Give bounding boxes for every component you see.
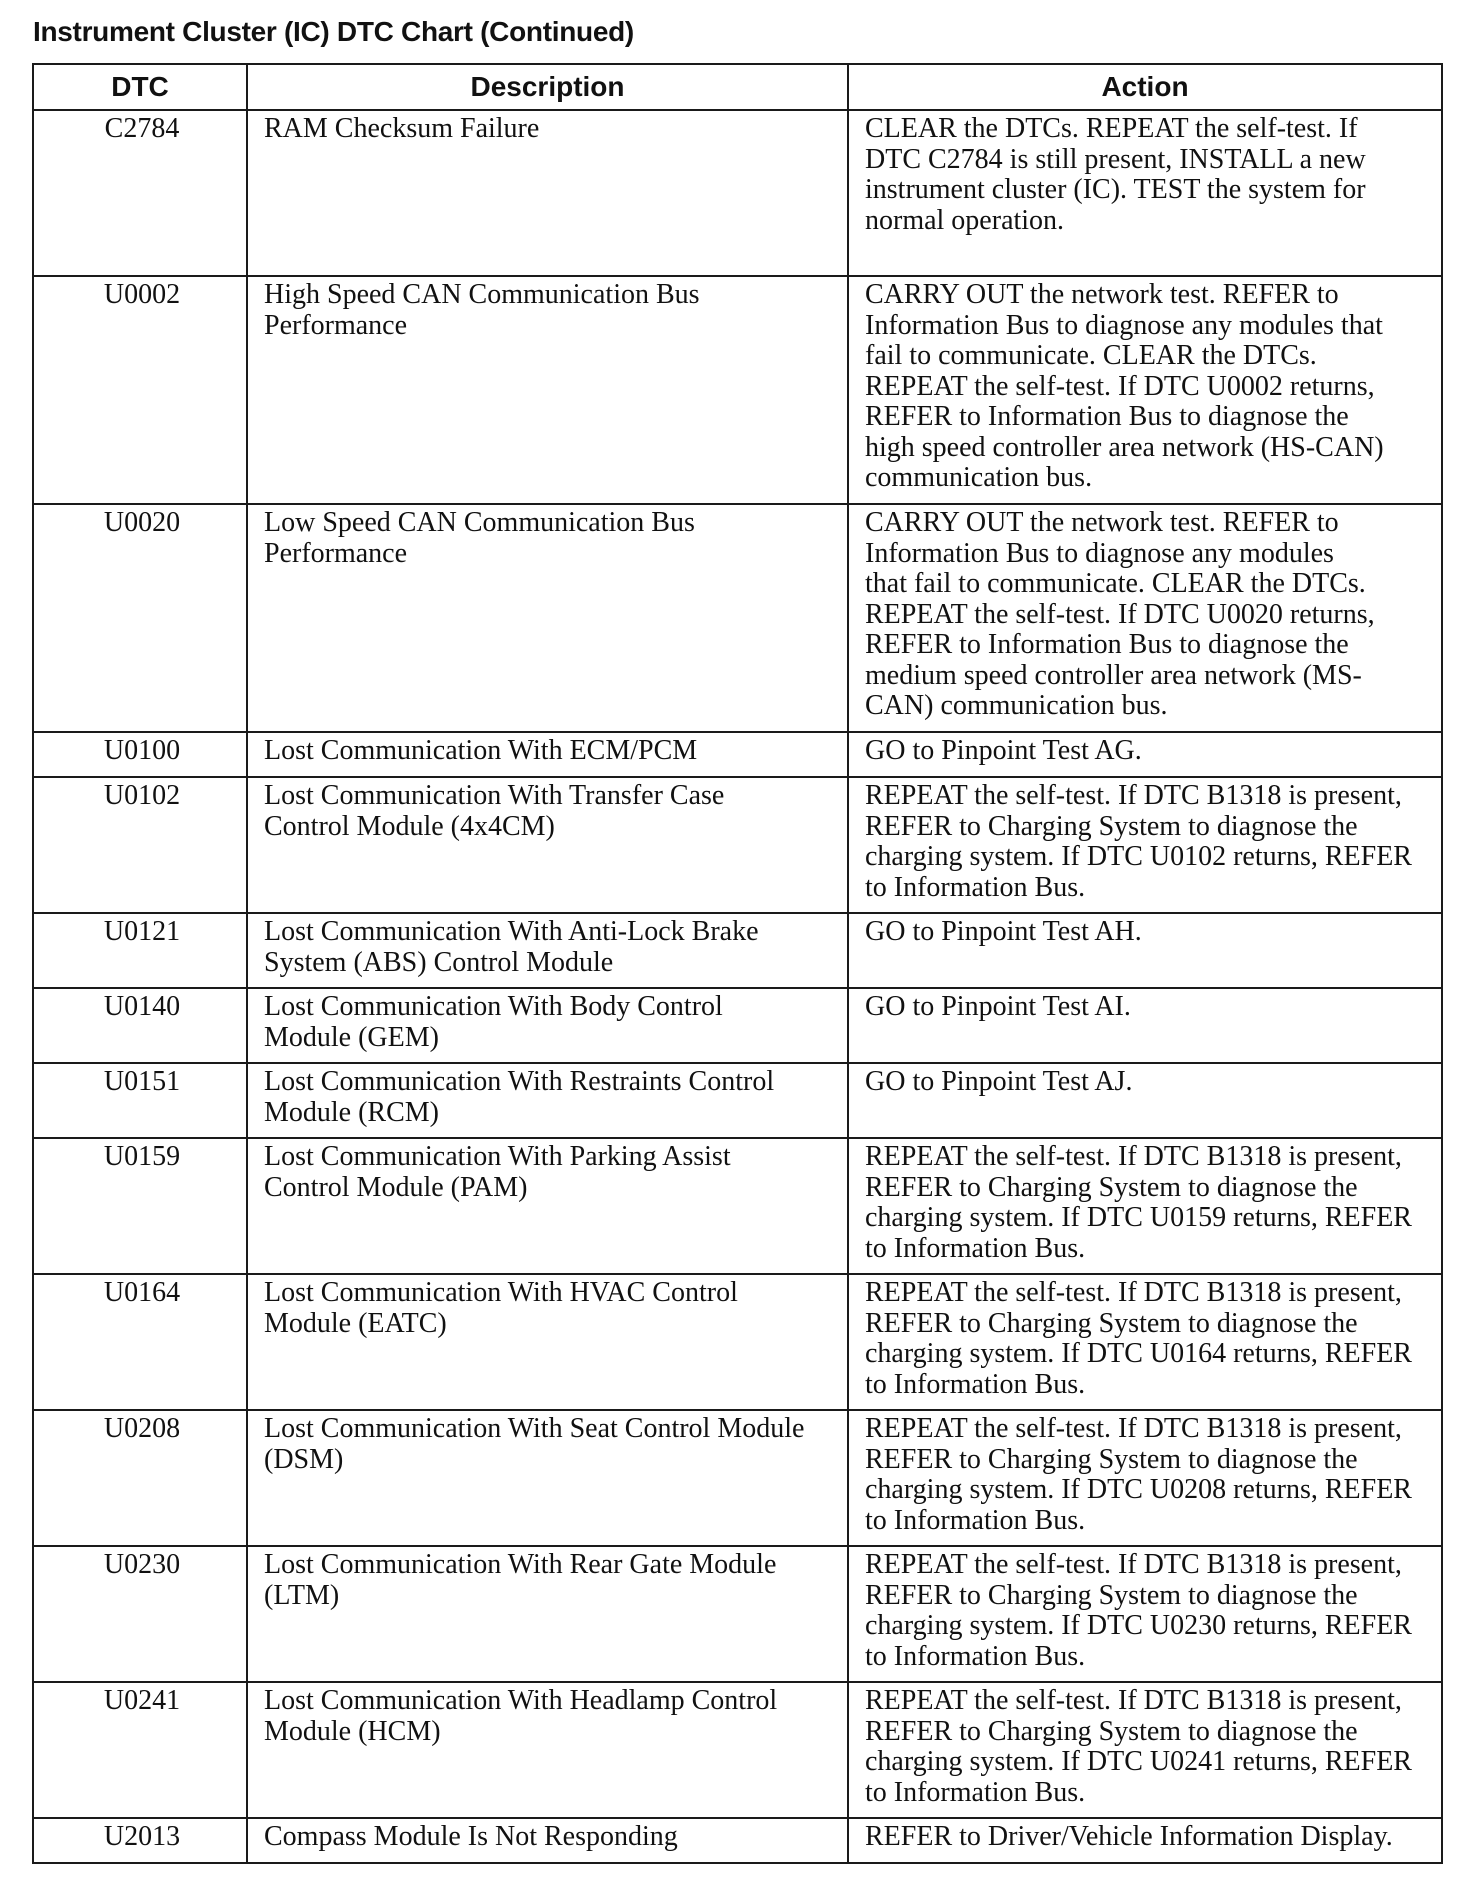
table-row <box>33 1274 1442 1410</box>
dtc-description <box>247 988 848 1063</box>
action-line: GO to Pinpoint Test AH. <box>865 916 1142 947</box>
action-line: charging system. If DTC U0208 returns, REFER <box>865 1474 1412 1505</box>
dtc-code: C2784 <box>33 110 247 276</box>
action-line: CAN) communication bus. <box>865 690 1168 721</box>
table-row <box>33 913 1442 988</box>
dtc-action <box>848 1682 1442 1818</box>
dtc-code: U2013 <box>33 1818 247 1863</box>
table-body <box>33 110 1442 1863</box>
description-line: Lost Communication With Rear Gate Module <box>264 1549 777 1580</box>
description-line: Lost Communication With Seat Control Module <box>264 1413 805 1444</box>
action-line: fail to communicate. CLEAR the DTCs. <box>865 340 1317 371</box>
action-line: REPEAT the self-test. If DTC B1318 is present, <box>865 1141 1402 1172</box>
description-line: Lost Communication With ECM/PCM <box>264 735 698 766</box>
dtc-table <box>32 63 1443 1864</box>
description-line: (DSM) <box>264 1443 344 1475</box>
dtc-code: U0140 <box>33 988 247 1063</box>
dtc-code: U0002 <box>33 276 247 504</box>
dtc-action <box>848 988 1442 1063</box>
table-row <box>33 777 1442 913</box>
action-line: REFER to Charging System to diagnose the <box>865 1443 1358 1475</box>
action-line: charging system. If DTC U0230 returns, REFER <box>865 1610 1412 1641</box>
dtc-code: U0241 <box>33 1682 247 1818</box>
dtc-description <box>247 110 848 276</box>
description-line: Module (EATC) <box>264 1307 447 1339</box>
dtc-description <box>247 1063 848 1138</box>
action-line: REPEAT the self-test. If DTC B1318 is present, <box>865 1549 1402 1580</box>
dtc-code: U0208 <box>33 1410 247 1546</box>
table-row <box>33 504 1442 732</box>
column-header-dtc: DTC <box>33 64 247 110</box>
description-line: RAM Checksum Failure <box>264 113 540 144</box>
action-line: REPEAT the self-test. If DTC B1318 is present, <box>865 1277 1402 1308</box>
dtc-action <box>848 1410 1442 1546</box>
action-line: CARRY OUT the network test. REFER to <box>865 507 1339 538</box>
action-line: to Information Bus. <box>865 1368 1086 1400</box>
description-line: Compass Module Is Not Responding <box>264 1821 678 1852</box>
action-line: REFER to Information Bus to diagnose the <box>865 629 1349 660</box>
action-line: GO to Pinpoint Test AJ. <box>865 1066 1133 1097</box>
table-row <box>33 276 1442 504</box>
action-line: charging system. If DTC U0241 returns, REFER <box>865 1746 1412 1777</box>
description-line: Lost Communication With Headlamp Control <box>264 1685 778 1716</box>
action-line: medium speed controller area network (MS- <box>865 659 1362 691</box>
action-line: charging system. If DTC U0159 returns, REFER <box>865 1202 1412 1233</box>
dtc-description <box>247 504 848 732</box>
action-line: to Information Bus. <box>865 1232 1086 1264</box>
dtc-description <box>247 1818 848 1863</box>
action-line: REPEAT the self-test. If DTC B1318 is present, <box>865 1413 1402 1444</box>
dtc-action <box>848 732 1442 777</box>
dtc-description <box>247 1546 848 1682</box>
action-line: normal operation. <box>865 204 1065 236</box>
description-line: Lost Communication With HVAC Control <box>264 1277 738 1308</box>
dtc-action <box>848 1063 1442 1138</box>
dtc-action <box>848 276 1442 504</box>
dtc-description <box>247 913 848 988</box>
action-line: to Information Bus. <box>865 1776 1086 1808</box>
action-line: REFER to Charging System to diagnose the <box>865 1171 1358 1203</box>
dtc-action <box>848 1546 1442 1682</box>
action-line: to Information Bus. <box>865 871 1086 903</box>
dtc-code: U0159 <box>33 1138 247 1274</box>
description-line: Performance <box>264 309 408 341</box>
dtc-code: U0102 <box>33 777 247 913</box>
dtc-description <box>247 1410 848 1546</box>
dtc-action <box>848 1818 1442 1863</box>
table-row <box>33 732 1442 777</box>
table-row <box>33 1682 1442 1818</box>
action-line: REPEAT the self-test. If DTC U0002 returns, <box>865 370 1375 402</box>
description-line: Module (RCM) <box>264 1096 439 1128</box>
dtc-code: U0164 <box>33 1274 247 1410</box>
column-header-action: Action <box>848 64 1442 110</box>
dtc-description <box>247 1682 848 1818</box>
description-line: Module (HCM) <box>264 1715 441 1747</box>
description-line: Lost Communication With Restraints Control <box>264 1066 775 1097</box>
action-line: REFER to Charging System to diagnose the <box>865 1715 1358 1747</box>
dtc-action <box>848 1138 1442 1274</box>
action-line: REFER to Charging System to diagnose the <box>865 810 1358 842</box>
description-line: Lost Communication With Body Control <box>264 991 723 1022</box>
dtc-code: U0230 <box>33 1546 247 1682</box>
action-line: charging system. If DTC U0102 returns, REFER <box>865 841 1412 872</box>
table-row <box>33 110 1442 276</box>
action-line: Information Bus to diagnose any modules that <box>865 309 1383 341</box>
action-line: REPEAT the self-test. If DTC B1318 is present, <box>865 1685 1402 1716</box>
table-row <box>33 1546 1442 1682</box>
dtc-code: U0151 <box>33 1063 247 1138</box>
action-line: CLEAR the DTCs. REPEAT the self-test. If <box>865 113 1358 144</box>
description-line: Lost Communication With Transfer Case <box>264 780 725 811</box>
action-line: REFER to Information Bus to diagnose the <box>865 401 1349 432</box>
dtc-action <box>848 1274 1442 1410</box>
action-line: GO to Pinpoint Test AG. <box>865 735 1142 766</box>
dtc-action <box>848 777 1442 913</box>
description-line: Lost Communication With Anti-Lock Brake <box>264 916 759 947</box>
description-line: System (ABS) Control Module <box>264 946 614 978</box>
table-header-row <box>33 64 1442 110</box>
action-line: REFER to Charging System to diagnose the <box>865 1307 1358 1339</box>
action-line: CARRY OUT the network test. REFER to <box>865 279 1339 310</box>
table-row <box>33 1138 1442 1274</box>
dtc-description <box>247 777 848 913</box>
table-row <box>33 988 1442 1063</box>
action-line: instrument cluster (IC). TEST the system for <box>865 174 1366 205</box>
action-line: REPEAT the self-test. If DTC B1318 is present, <box>865 780 1402 811</box>
description-line: Low Speed CAN Communication Bus <box>264 507 695 538</box>
table-row <box>33 1818 1442 1863</box>
action-line: that fail to communicate. CLEAR the DTCs. <box>865 568 1366 599</box>
action-line: REFER to Driver/Vehicle Information Display. <box>865 1821 1393 1852</box>
action-line: charging system. If DTC U0164 returns, REFER <box>865 1338 1412 1369</box>
action-line: high speed controller area network (HS-CAN) <box>865 431 1384 463</box>
action-line: GO to Pinpoint Test AI. <box>865 991 1131 1022</box>
dtc-description <box>247 732 848 777</box>
dtc-action <box>848 504 1442 732</box>
dtc-action <box>848 913 1442 988</box>
description-line: Lost Communication With Parking Assist <box>264 1141 731 1172</box>
description-line: Control Module (PAM) <box>264 1171 528 1203</box>
action-line: communication bus. <box>865 462 1093 493</box>
action-line: Information Bus to diagnose any modules <box>865 537 1334 569</box>
action-line: to Information Bus. <box>865 1640 1086 1672</box>
table-row <box>33 1063 1442 1138</box>
dtc-code: U0121 <box>33 913 247 988</box>
description-line: Control Module (4x4CM) <box>264 810 555 842</box>
column-header-description: Description <box>247 64 848 110</box>
description-line: High Speed CAN Communication Bus <box>264 279 700 310</box>
dtc-description <box>247 276 848 504</box>
description-line: Module (GEM) <box>264 1021 439 1053</box>
dtc-code: U0020 <box>33 504 247 732</box>
action-line: REFER to Charging System to diagnose the <box>865 1579 1358 1611</box>
page-title: Instrument Cluster (IC) DTC Chart (Continued) <box>33 16 634 47</box>
description-line: (LTM) <box>264 1579 340 1611</box>
description-line: Performance <box>264 537 408 569</box>
dtc-action <box>848 110 1442 276</box>
dtc-description <box>247 1138 848 1274</box>
dtc-code: U0100 <box>33 732 247 777</box>
dtc-description <box>247 1274 848 1410</box>
table-row <box>33 1410 1442 1546</box>
action-line: to Information Bus. <box>865 1504 1086 1536</box>
action-line: REPEAT the self-test. If DTC U0020 returns, <box>865 598 1375 630</box>
action-line: DTC C2784 is still present, INSTALL a new <box>865 143 1366 175</box>
